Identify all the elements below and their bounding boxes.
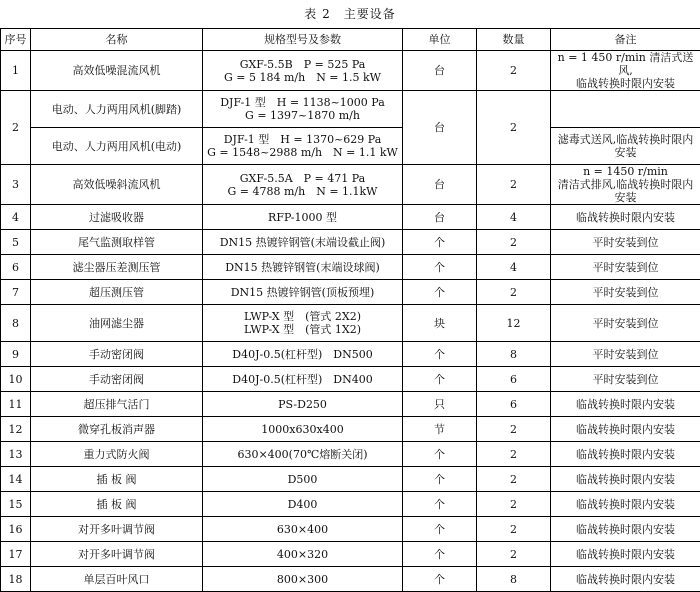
row-note: 平时安装到位 xyxy=(551,255,700,280)
row-spec: DN15 热镀锌钢管(顶板预埋) xyxy=(203,280,403,305)
row-spec: 630×400 xyxy=(203,517,403,542)
row-no: 10 xyxy=(1,367,31,392)
row-spec: GXF-5.5B P = 525 Pa G = 5 184 m/h N = 1.5 kW xyxy=(203,51,403,91)
row-unit: 个 xyxy=(403,467,477,492)
row-name: 插 板 阀 xyxy=(31,492,203,517)
row-note: 平时安装到位 xyxy=(551,280,700,305)
row-qty: 2 xyxy=(477,492,551,517)
row-qty: 2 xyxy=(477,91,551,165)
row-unit: 块 xyxy=(403,305,477,342)
row-name: 对开多叶调节阀 xyxy=(31,542,203,567)
row-spec: DJF-1 型 H = 1370~629 Pa G = 1548~2988 m/h N = 1.1 kW xyxy=(203,128,403,165)
table-row xyxy=(1,467,700,492)
row-qty: 2 xyxy=(477,542,551,567)
row-note: 临战转换时限内安装 xyxy=(551,442,700,467)
row-spec: D500 xyxy=(203,467,403,492)
row-name: 插 板 阀 xyxy=(31,467,203,492)
row-qty: 4 xyxy=(477,255,551,280)
row-name: 超压测压管 xyxy=(31,280,203,305)
row-no: 4 xyxy=(1,205,31,230)
row-qty: 2 xyxy=(477,417,551,442)
row-no: 11 xyxy=(1,392,31,417)
table-row xyxy=(1,305,700,342)
row-name: 高效低噪混流风机 xyxy=(31,51,203,91)
table-row xyxy=(1,51,700,91)
row-name: 单层百叶风口 xyxy=(31,567,203,592)
row-qty: 2 xyxy=(477,230,551,255)
table-row xyxy=(1,442,700,467)
table-row xyxy=(1,542,700,567)
row-qty: 6 xyxy=(477,367,551,392)
row-note: n = 1 450 r/min 清洁式送风, 临战转换时限内安装 xyxy=(551,51,700,91)
row-unit: 台 xyxy=(403,91,477,165)
table-row xyxy=(1,128,700,165)
table-row xyxy=(1,567,700,592)
table-row xyxy=(1,280,700,305)
row-note: 平时安装到位 xyxy=(551,342,700,367)
row-name: 电动、人力两用风机(脚踏) xyxy=(31,91,203,128)
row-note: 临战转换时限内安装 xyxy=(551,205,700,230)
row-note: 平时安装到位 xyxy=(551,367,700,392)
row-unit: 个 xyxy=(403,367,477,392)
row-note: 平时安装到位 xyxy=(551,305,700,342)
row-no: 9 xyxy=(1,342,31,367)
row-no: 3 xyxy=(1,165,31,205)
row-note: 滤毒式送风,临战转换时限内安装 xyxy=(551,128,700,165)
row-unit: 台 xyxy=(403,51,477,91)
row-qty: 2 xyxy=(477,442,551,467)
table-row xyxy=(1,517,700,542)
row-qty: 2 xyxy=(477,280,551,305)
equipment-table xyxy=(0,28,700,592)
row-name: 尾气监测取样管 xyxy=(31,230,203,255)
header-note: 备注 xyxy=(551,29,700,51)
row-spec: LWP-X 型 (管式 2X2) LWP-X 型 (管式 1X2) xyxy=(203,305,403,342)
row-spec: DN15 热镀锌钢管(末端设截止阀) xyxy=(203,230,403,255)
table-row xyxy=(1,367,700,392)
row-unit: 个 xyxy=(403,230,477,255)
header-row xyxy=(1,29,700,51)
row-unit: 只 xyxy=(403,392,477,417)
table-row xyxy=(1,492,700,517)
header-no: 序号 xyxy=(1,29,31,51)
row-unit: 节 xyxy=(403,417,477,442)
table-row xyxy=(1,165,700,205)
row-spec: PS-D250 xyxy=(203,392,403,417)
row-name: 重力式防火阀 xyxy=(31,442,203,467)
row-note: 临战转换时限内安装 xyxy=(551,567,700,592)
row-name: 滤尘器压差测压管 xyxy=(31,255,203,280)
row-no: 1 xyxy=(1,51,31,91)
row-name: 超压排气活门 xyxy=(31,392,203,417)
row-unit: 个 xyxy=(403,342,477,367)
row-spec: D400 xyxy=(203,492,403,517)
row-no: 14 xyxy=(1,467,31,492)
row-spec: 1000x630x400 xyxy=(203,417,403,442)
header-qty: 数量 xyxy=(477,29,551,51)
row-name: 对开多叶调节阀 xyxy=(31,517,203,542)
row-unit: 个 xyxy=(403,442,477,467)
row-unit: 个 xyxy=(403,280,477,305)
row-note: n = 1450 r/min 清洁式排风,临战转换时限内安装 xyxy=(551,165,700,205)
table-row xyxy=(1,205,700,230)
row-no: 13 xyxy=(1,442,31,467)
row-qty: 2 xyxy=(477,467,551,492)
table-row xyxy=(1,230,700,255)
row-spec: 630×400(70℃熔断关闭) xyxy=(203,442,403,467)
header-name: 名称 xyxy=(31,29,203,51)
row-no: 6 xyxy=(1,255,31,280)
row-name: 高效低噪斜流风机 xyxy=(31,165,203,205)
row-no: 12 xyxy=(1,417,31,442)
row-unit: 台 xyxy=(403,165,477,205)
row-name: 过滤吸收器 xyxy=(31,205,203,230)
table-caption: 表 2 主要设备 xyxy=(304,7,396,21)
row-spec: D40J-0.5(杠杆型) DN500 xyxy=(203,342,403,367)
row-unit: 个 xyxy=(403,517,477,542)
table-row xyxy=(1,392,700,417)
row-name: 手动密闭阀 xyxy=(31,342,203,367)
row-qty: 6 xyxy=(477,392,551,417)
table-row xyxy=(1,342,700,367)
row-no: 2 xyxy=(1,91,31,165)
row-name: 电动、人力两用风机(电动) xyxy=(31,128,203,165)
row-spec: GXF-5.5A P = 471 Pa G = 4788 m/h N = 1.1kW xyxy=(203,165,403,205)
row-no: 16 xyxy=(1,517,31,542)
table-row xyxy=(1,255,700,280)
row-note: 临战转换时限内安装 xyxy=(551,542,700,567)
row-qty: 2 xyxy=(477,165,551,205)
header-spec: 规格型号及参数 xyxy=(203,29,403,51)
row-name: 微穿孔板消声器 xyxy=(31,417,203,442)
row-no: 7 xyxy=(1,280,31,305)
row-qty: 12 xyxy=(477,305,551,342)
row-spec: 800×300 xyxy=(203,567,403,592)
row-no: 18 xyxy=(1,567,31,592)
row-qty: 2 xyxy=(477,51,551,91)
header-unit: 单位 xyxy=(403,29,477,51)
row-unit: 个 xyxy=(403,255,477,280)
row-spec: 400×320 xyxy=(203,542,403,567)
row-note: 临战转换时限内安装 xyxy=(551,492,700,517)
table-row xyxy=(1,417,700,442)
row-qty: 8 xyxy=(477,342,551,367)
row-qty: 2 xyxy=(477,517,551,542)
row-no: 5 xyxy=(1,230,31,255)
row-unit: 台 xyxy=(403,205,477,230)
row-note: 临战转换时限内安装 xyxy=(551,467,700,492)
row-spec: DN15 热镀锌钢管(末端设球阀) xyxy=(203,255,403,280)
row-unit: 个 xyxy=(403,492,477,517)
row-no: 15 xyxy=(1,492,31,517)
row-name: 手动密闭阀 xyxy=(31,367,203,392)
row-note: 临战转换时限内安装 xyxy=(551,392,700,417)
row-note: 临战转换时限内安装 xyxy=(551,417,700,442)
row-note xyxy=(551,91,700,128)
row-spec: D40J-0.5(杠杆型) DN400 xyxy=(203,367,403,392)
row-qty: 4 xyxy=(477,205,551,230)
row-no: 8 xyxy=(1,305,31,342)
row-unit: 个 xyxy=(403,542,477,567)
row-no: 17 xyxy=(1,542,31,567)
row-unit: 个 xyxy=(403,567,477,592)
row-qty: 8 xyxy=(477,567,551,592)
row-spec: RFP-1000 型 xyxy=(203,205,403,230)
row-note: 平时安装到位 xyxy=(551,230,700,255)
row-note: 临战转换时限内安装 xyxy=(551,517,700,542)
row-spec: DJF-1 型 H = 1138~1000 Pa G = 1397~1870 m/h xyxy=(203,91,403,128)
table-row xyxy=(1,91,700,128)
row-name: 油网滤尘器 xyxy=(31,305,203,342)
